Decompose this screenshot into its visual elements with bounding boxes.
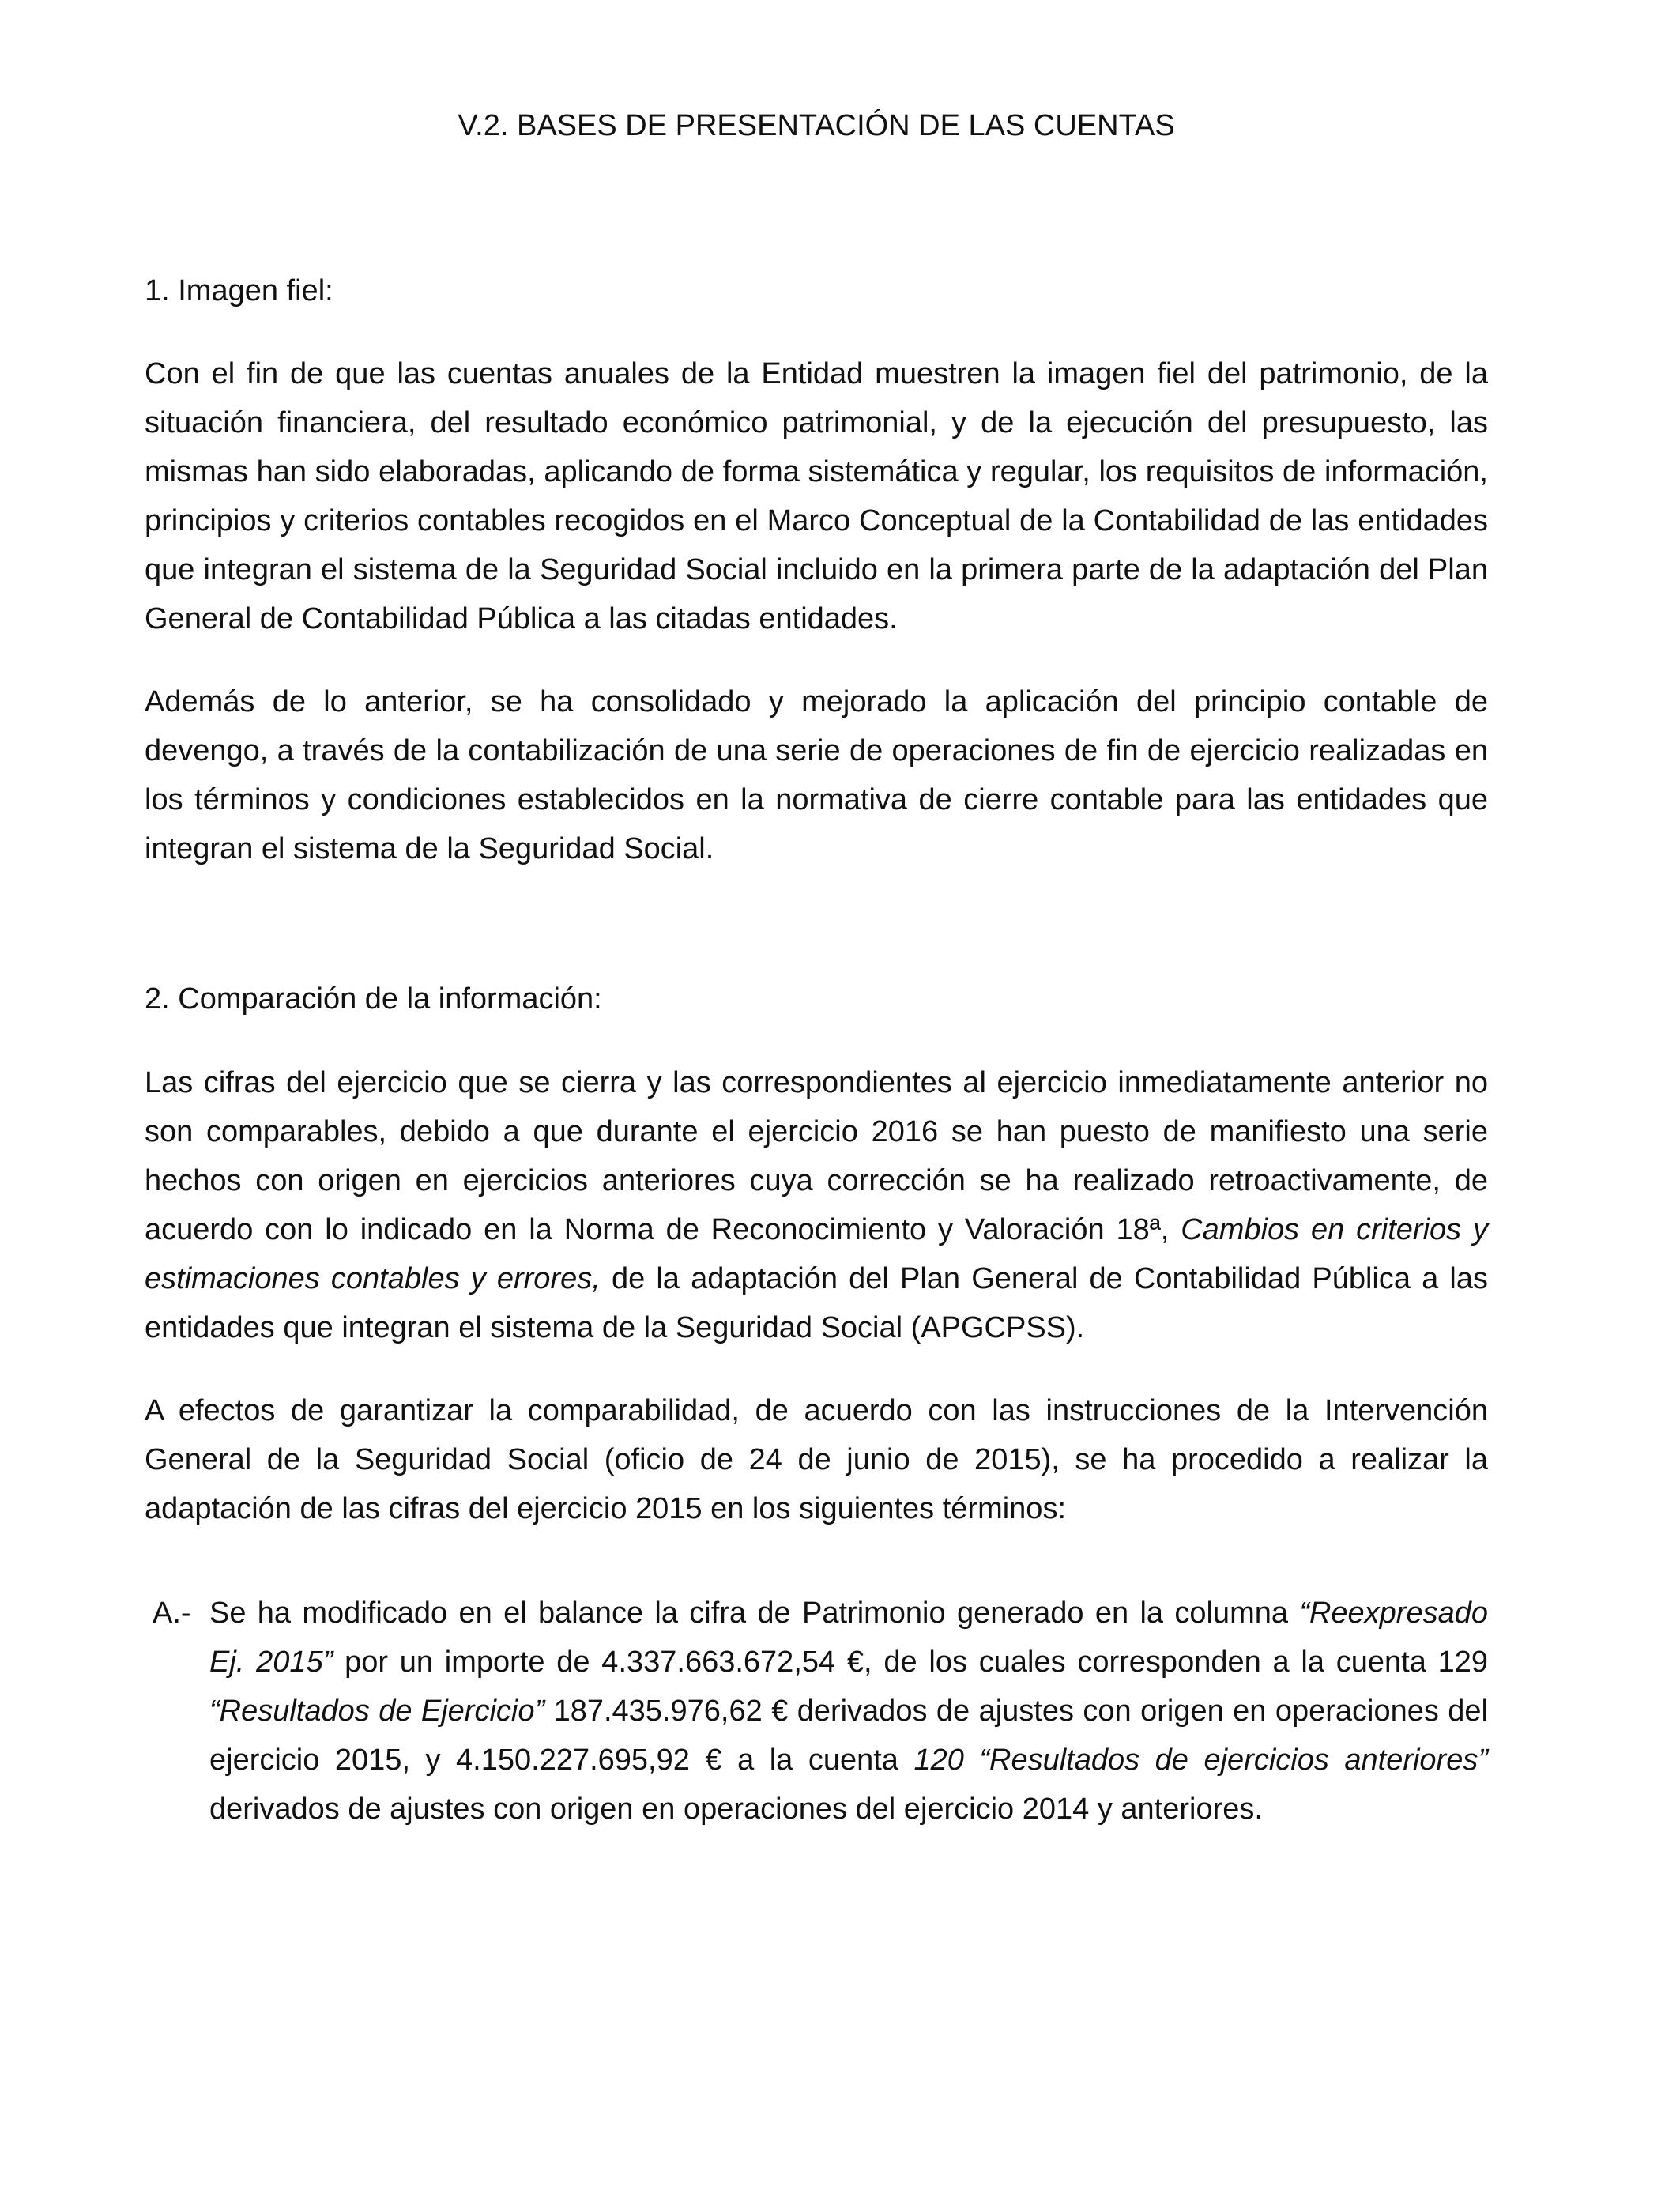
paragraph-text: Las cifras del ejercicio que se cierra y las correspondientes al ejercicio inmediatamente anterior no son comparables, debido a que durante el ejercicio 2016 se han puesto de manifiesto una serie hechos con origen en ejercicios anteriores cuya corrección se ha realizado retroactivamente, de acuerdo con lo indicado en la Norma de Reconocimiento y Valoración 18ª, xyxy=(145,1066,1488,1246)
section-1-paragraph-2: Además de lo anterior, se ha consolidado y mejorado la aplicación del principio contable de devengo, a través de la contabilización de una serie de operaciones de fin de ejercicio realizadas en los términos y condiciones establecidos en la normativa de cierre contable para las entidades que integran el sistema de la Seguridad Social. xyxy=(145,685,1488,865)
section-1-paragraph-1: Con el fin de que las cuentas anuales de la Entidad muestren la imagen fiel del patrimonio, de la situación financiera, del resultado económico patrimonial, y de la ejecución del presupuesto, las mismas han sido elaboradas, aplicando de forma sistemática y regular, los requisitos de información, principios y criterios contables recogidos en el Marco Conceptual de la Contabilidad de las entidades que integran el sistema de la Seguridad Social incluido en la primera parte de la adaptación del Plan General de Contabilidad Pública a las citadas entidades. xyxy=(145,357,1488,635)
italic-reference: Cambios en criterios y estimaciones contables y errores, xyxy=(145,1213,1488,1295)
item-italic: “Resultados de Ejercicio” xyxy=(209,1695,545,1728)
paragraph-text: de la adaptación del Plan General de Contabilidad Pública a las entidades que integran el sistema de la Seguridad Social (APGCPSS). xyxy=(145,1262,1488,1344)
page-title: V.2. BASES DE PRESENTACIÓN DE LAS CUENTAS xyxy=(458,109,1175,142)
section-2-paragraph-2: A efectos de garantizar la comparabilidad, de acuerdo con las instrucciones de la Intervención General de la Seguridad Social (oficio de 24 de junio de 2015), se ha procedido a realizar la adaptación de las cifras del ejercicio 2015 en los siguientes términos: xyxy=(145,1394,1488,1525)
item-text: 187.435.976,62 € derivados de ajustes con origen en operaciones del ejercicio 2015, y 4.150.227.695,92 € a la cuenta xyxy=(209,1695,1488,1777)
item-text: derivados de ajustes con origen en operaciones del ejercicio 2014 y anteriores. xyxy=(209,1793,1263,1826)
item-italic: 120 “Resultados de ejercicios anteriores” xyxy=(913,1744,1488,1777)
section-2-paragraph-1 xyxy=(145,1058,1488,1352)
item-text: por un importe de 4.337.663.672,54 €, de los cuales corresponden a la cuenta 129 xyxy=(333,1646,1489,1679)
list-marker: A.- xyxy=(153,1596,191,1630)
item-italic: “Reexpresado Ej. 2015” xyxy=(209,1596,1488,1679)
section-2-heading: 2. Comparación de la información: xyxy=(145,982,602,1016)
list-item-text xyxy=(209,1589,1488,1834)
section-1-heading: 1. Imagen fiel: xyxy=(145,274,333,307)
item-text: Se ha modificado en el balance la cifra de Patrimonio generado en la columna xyxy=(209,1596,1300,1630)
